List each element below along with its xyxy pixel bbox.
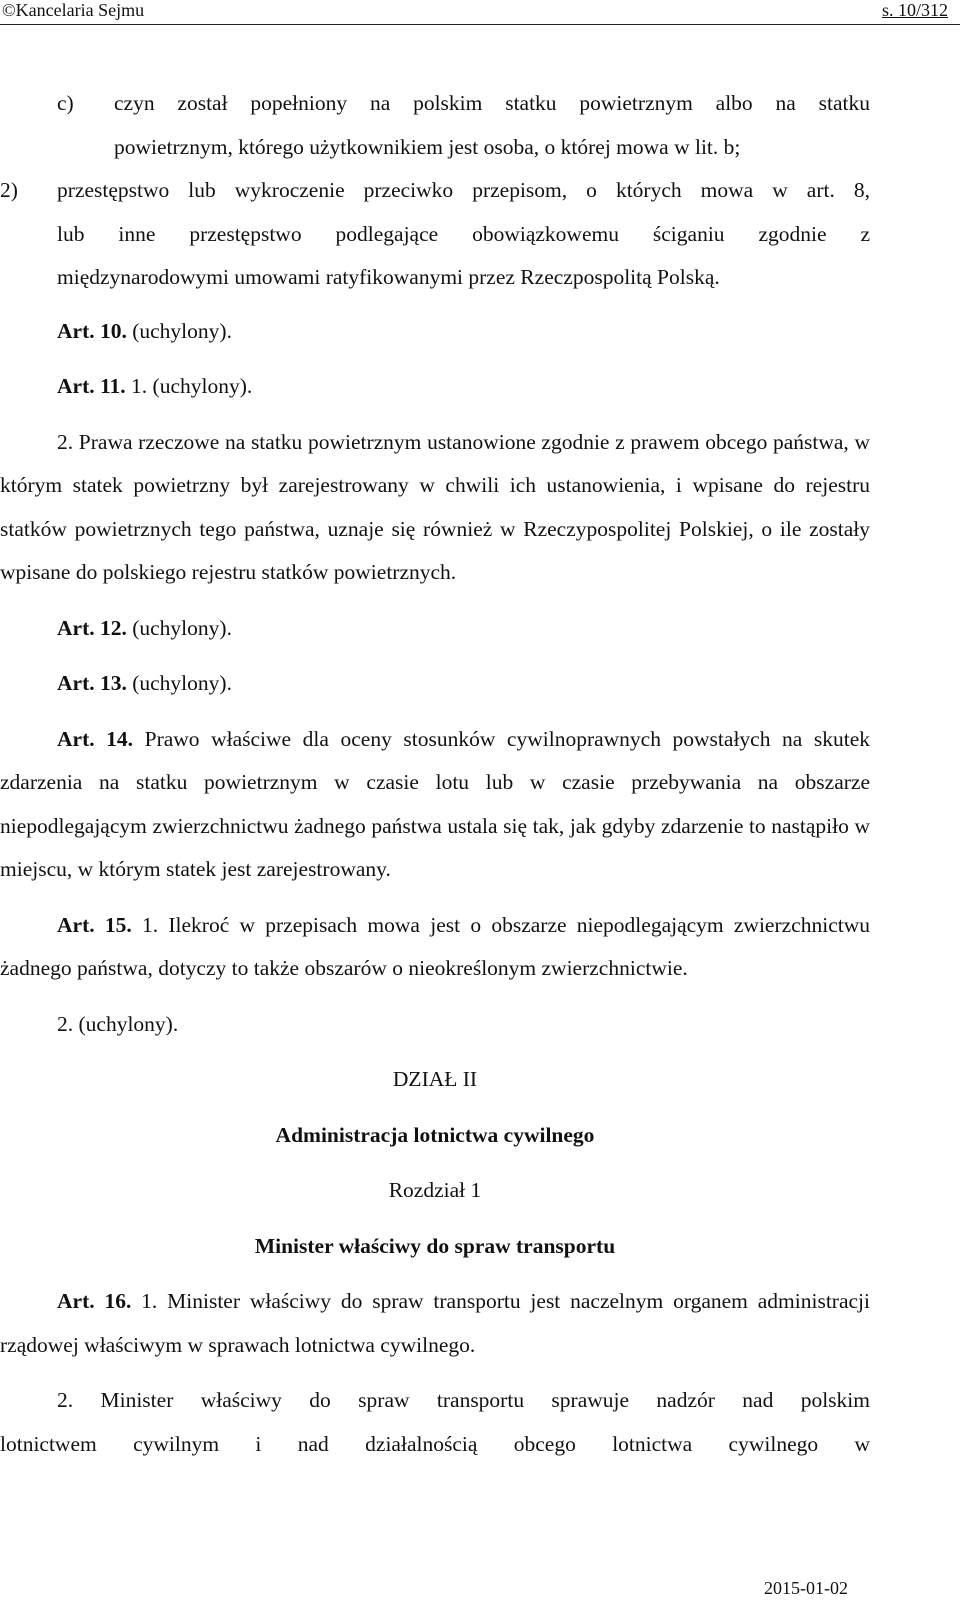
paragraph-line: lotnictwem cywilnym i nad działalnością obcego lotnictwa cywilnego w — [0, 1431, 870, 1456]
chapter-title — [0, 1225, 870, 1269]
paragraph-line: 2. Minister właściwy do spraw transportu sprawuje nadzór nad polskim — [57, 1388, 870, 1412]
article-text: (uchylony). — [132, 615, 232, 640]
article-12 — [0, 607, 870, 651]
article-label: Art. 14. — [57, 726, 134, 751]
article-text: Prawo właściwe dla oceny stosunków cywilnoprawnych powstałych na skutek zdarzenia na statku powietrznym w czasie lotu lub w czasie przebywania na obszarze niepodlegającym zwierzchnictwu żadnego państwa ustala się tak, jak gdyby zdarzenie to nastąpiło w miejscu, w którym statek jest zarejestrowany. — [0, 726, 871, 881]
article-label: Art. 11. — [57, 374, 126, 398]
article-16 — [0, 1280, 870, 1367]
article-text: 1. Ilekroć w przepisach mowa jest o obszarze niepodlegającym zwierzchnictwu żadnego państwa, dotyczy to także obszarów o nieokreślonym zwierzchnictwie. — [0, 912, 870, 980]
article-text: (uchylony). — [132, 671, 232, 695]
list-item-text — [114, 82, 870, 169]
article-14 — [0, 718, 870, 892]
page-number: s. 10/312 — [881, 0, 948, 20]
list-item-line: powietrznym, którego użytkownikiem jest osoba, o której mowa w lit. b; — [114, 134, 741, 159]
article-10 — [0, 310, 870, 354]
article-13 — [0, 662, 870, 706]
article-text: (uchylony). — [132, 318, 232, 343]
list-item-line: lub inne przestępstwo podlegające obowiązkowemu ściganiu zgodnie z — [57, 221, 870, 246]
publisher-label: ©Kancelaria Sejmu — [2, 0, 145, 20]
page-header — [0, 0, 960, 26]
list-item-number: 2) — [0, 178, 18, 202]
document-body — [0, 82, 870, 1466]
list-item-2 — [0, 169, 870, 300]
division-title-text: Administracja lotnictwa cywilnego — [275, 1122, 595, 1147]
list-item-number: c) — [57, 91, 74, 115]
article-label: Art. 13. — [57, 671, 127, 695]
list-item-line: międzynarodowymi umowami ratyfikowanymi przez Rzeczpospolitą Polską. — [57, 265, 720, 289]
header-rule — [0, 24, 960, 25]
division-heading: DZIAŁ II — [392, 1067, 478, 1091]
article-text: 1. Minister właściwy do spraw transportu jest naczelnym organem administracji rządowej właściwym w sprawach lotnictwa cywilnego. — [0, 1289, 870, 1357]
article-label: Art. 12. — [57, 615, 127, 640]
article-11-paragraph-2: 2. Prawa rzeczowe na statku powietrznym ustanowione zgodnie z prawem obcego państwa, w którym statek powietrzny był zarejestrowany w chwili ich ustanowienia, i wpisane do rejestru statków powietrznych tego państwa, uznaje się również w Rzeczypospolitej Polskiej, o ile zostały wpisane do polskiego rejestru statków powietrznych. — [0, 429, 870, 584]
list-item-c — [57, 82, 870, 169]
article-text: 1. (uchylony). — [131, 374, 253, 398]
chapter-title-text: Minister właściwy do spraw transportu — [254, 1233, 616, 1258]
document-date: 2015-01-02 — [764, 1578, 848, 1598]
division-title — [0, 1114, 870, 1158]
article-15 — [0, 904, 870, 991]
list-item-line: przestępstwo lub wykroczenie przeciwko przepisom, o których mowa w art. 8, — [57, 178, 870, 202]
list-item-line: czyn został popełniony na polskim statku powietrznym albo na statku — [114, 91, 870, 115]
list-item-text — [57, 169, 870, 300]
chapter-heading: Rozdział 1 — [388, 1178, 482, 1202]
article-label: Art. 16. — [57, 1289, 132, 1313]
article-label: Art. 10. — [57, 318, 127, 343]
article-15-paragraph-2: 2. (uchylony). — [57, 1011, 179, 1036]
article-16-paragraph-2 — [0, 1379, 870, 1466]
article-11 — [0, 365, 870, 409]
article-label: Art. 15. — [57, 912, 132, 937]
